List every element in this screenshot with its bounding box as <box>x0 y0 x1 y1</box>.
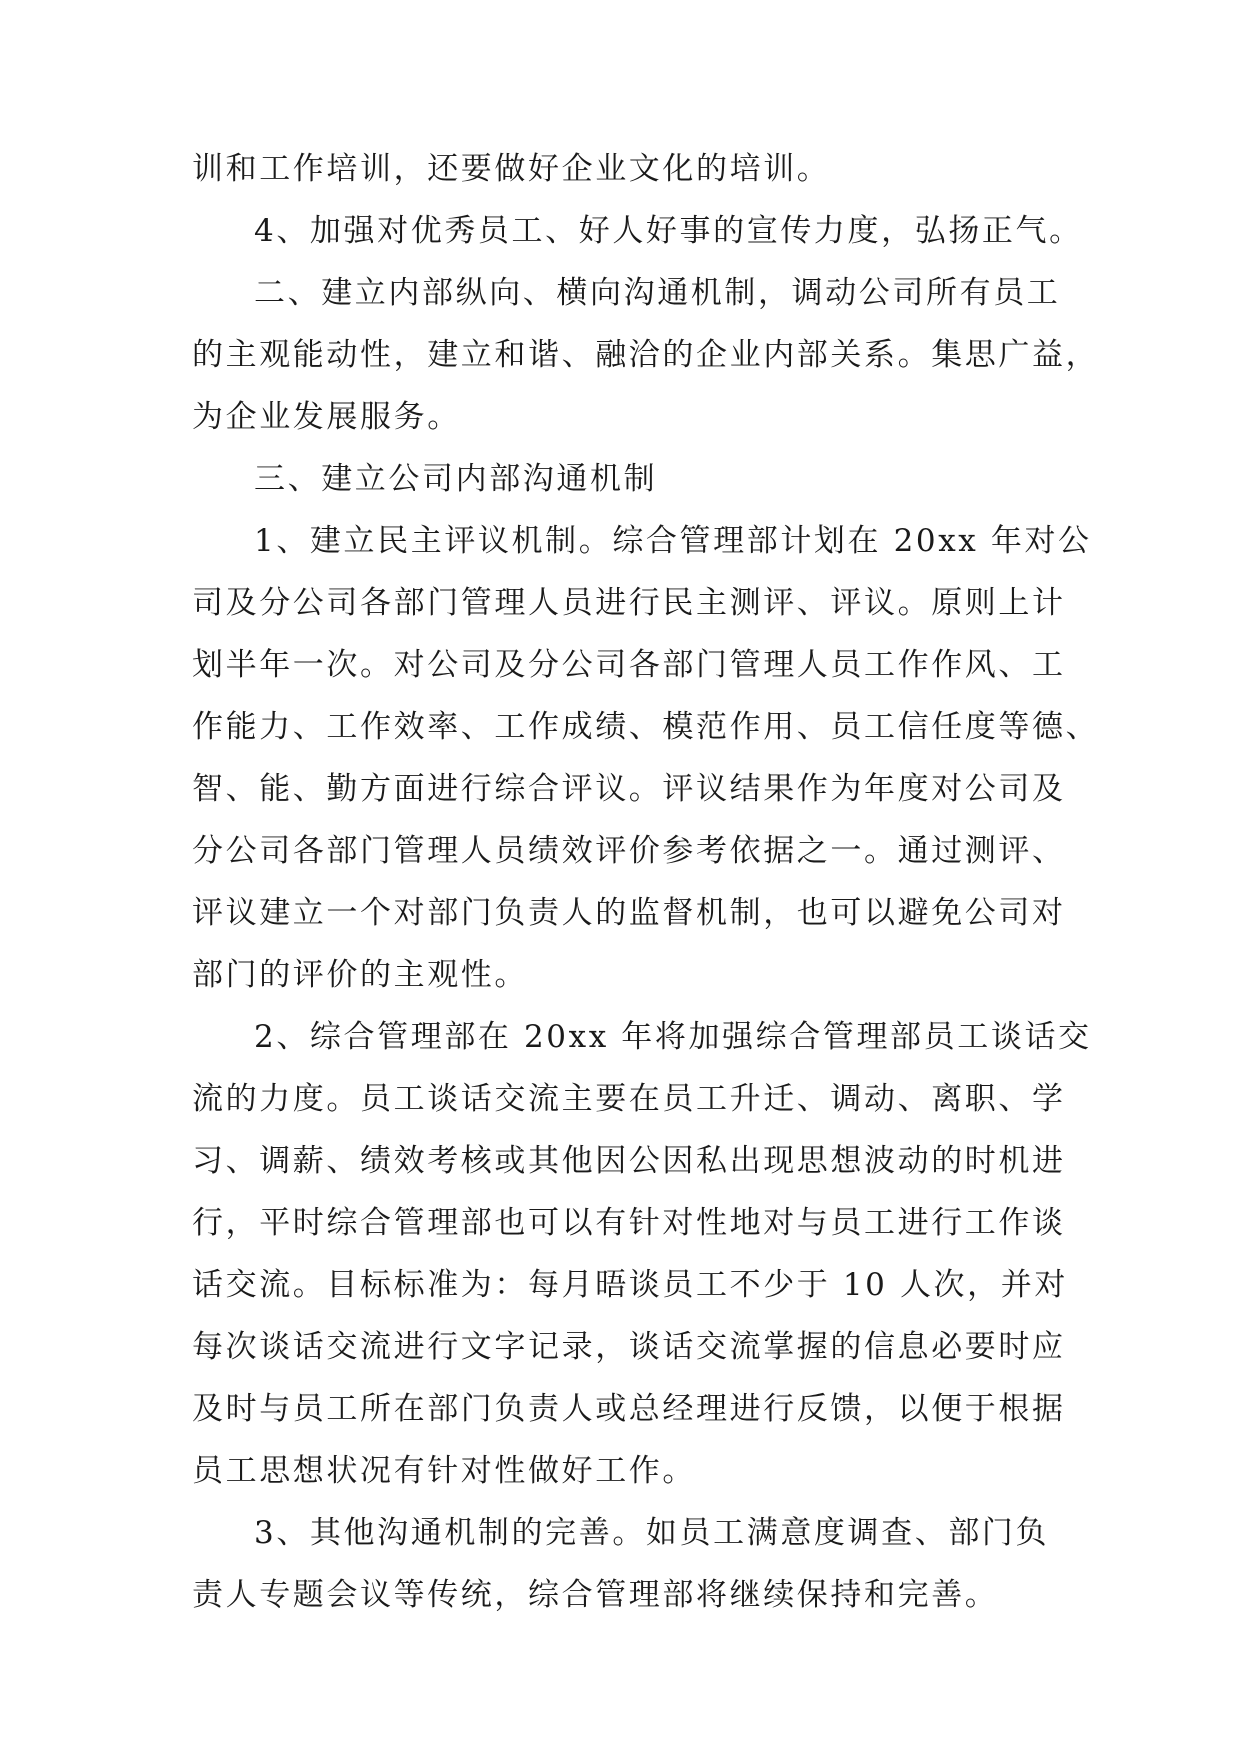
text-line: 部门的评价的主观性。 <box>192 957 528 993</box>
text-line: 智、能、勤方面进行综合评议。评议结果作为年度对公司及 <box>192 771 1066 807</box>
text-line: 作能力、工作效率、工作成绩、模范作用、员工信任度等德、 <box>192 709 1100 745</box>
text-line: 行，平时综合管理部也可以有针对性地对与员工进行工作谈 <box>192 1205 1066 1241</box>
text-line: 的主观能动性，建立和谐、融洽的企业内部关系。集思广益， <box>192 337 1100 373</box>
text-line: 2、综合管理部在 20xx 年将加强综合管理部员工谈话交 <box>254 1019 1092 1055</box>
text-line: 流的力度。员工谈话交流主要在员工升迁、调动、离职、学 <box>192 1081 1066 1117</box>
text-line: 二、建立内部纵向、横向沟通机制，调动公司所有员工 <box>254 275 1061 311</box>
text-line: 话交流。目标标准为：每月晤谈员工不少于 10 人次，并对 <box>192 1267 1068 1303</box>
text-line: 评议建立一个对部门负责人的监督机制，也可以避免公司对 <box>192 895 1066 931</box>
text-line: 1、建立民主评议机制。综合管理部计划在 20xx 年对公 <box>254 523 1092 559</box>
text-line: 习、调薪、绩效考核或其他因公因私出现思想波动的时机进 <box>192 1143 1066 1179</box>
text-line: 责人专题会议等传统，综合管理部将继续保持和完善。 <box>192 1577 999 1613</box>
text-line: 员工思想状况有针对性做好工作。 <box>192 1453 696 1489</box>
text-line: 划半年一次。对公司及分公司各部门管理人员工作作风、工 <box>192 647 1066 683</box>
text-line: 三、建立公司内部沟通机制 <box>254 461 658 497</box>
text-line: 司及分公司各部门管理人员进行民主测评、评议。原则上计 <box>192 585 1066 621</box>
text-line: 训和工作培训，还要做好企业文化的培训。 <box>192 151 831 187</box>
text-line: 3、其他沟通机制的完善。如员工满意度调查、部门负 <box>254 1515 1050 1551</box>
text-line: 每次谈话交流进行文字记录，谈话交流掌握的信息必要时应 <box>192 1329 1066 1365</box>
text-line: 及时与员工所在部门负责人或总经理进行反馈，以便于根据 <box>192 1391 1066 1427</box>
text-line: 4、加强对优秀员工、好人好事的宣传力度，弘扬正气。 <box>254 213 1083 249</box>
text-line: 为企业发展服务。 <box>192 399 461 435</box>
text-line: 分公司各部门管理人员绩效评价参考依据之一。通过测评、 <box>192 833 1066 869</box>
